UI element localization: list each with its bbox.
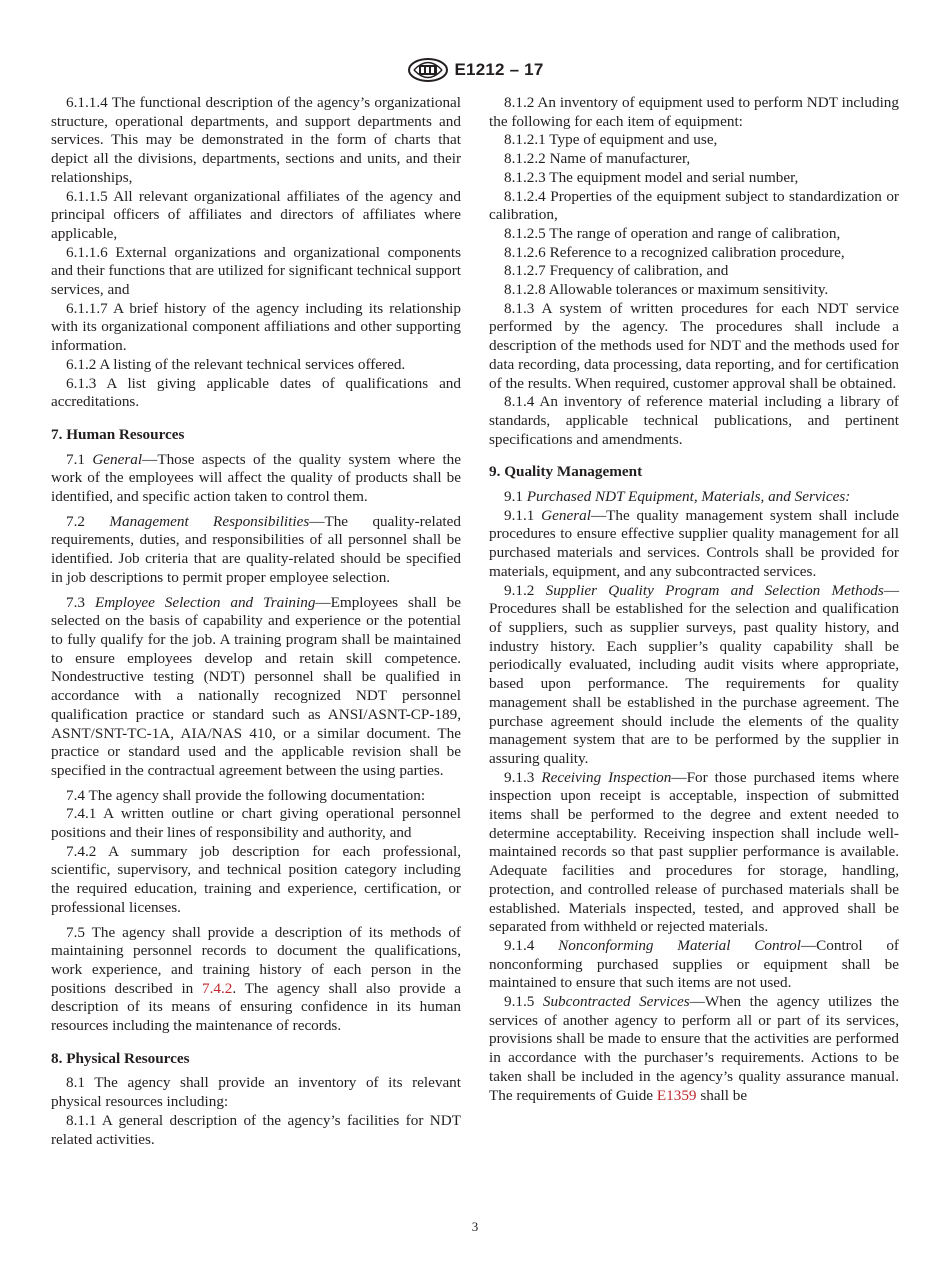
paragraph-8-1-2-2: 8.1.2.2 Name of manufacturer, (504, 150, 691, 168)
paragraph-8-1-4: 8.1.4 An inventory of reference material including a library of standards, applicable technical publications, and pertinent specifications and amendments. (489, 393, 899, 448)
paragraph-8-1-2-4: 8.1.2.4 Properties of the equipment subject to standardization or calibration, (489, 187, 899, 224)
left-column (51, 94, 461, 1149)
clause-number: 9.1.4 (504, 936, 535, 954)
clause-number: 9.1 (504, 488, 523, 506)
paragraph-6-1-2: 6.1.2 A listing of the relevant technical services offered. (66, 355, 406, 373)
clause-number: 7.3 (66, 593, 85, 611)
paragraph-7-1 (51, 451, 461, 507)
clause-number: 9.1.3 (504, 768, 535, 786)
right-column (489, 94, 899, 1105)
paragraph-8-1-2-1: 8.1.2.1 Type of equipment and use, (504, 131, 718, 149)
clause-number: 9.1.1 (504, 506, 535, 524)
paragraph-7-4-2: 7.4.2 A summary job description for each professional, scientific, supervisory, and technical position category including the required education, training and experience, certification, or professional licenses. (51, 842, 461, 916)
clause-text: shall be (696, 1086, 748, 1104)
paragraph-9-1-2 (489, 582, 899, 769)
paragraph-9-1-1 (489, 507, 899, 582)
standard-reference-link[interactable]: E1359 (656, 1086, 697, 1104)
clause-number: 9.1.2 (504, 581, 535, 599)
paragraph-6-1-1-5: 6.1.1.5 All relevant organizational affiliates of the agency and principal officers of affiliates and directors of affiliates where applicable, (51, 187, 461, 242)
clause-text: —For those purchased items where inspection upon receipt is acceptable, inspection of submitted items shall be performed to the degree and extent needed to determine acceptability. Receiving inspection shall include well-maintained records so that past supplier performance is available. Adequate facilities and procedures for storage, handling, protection, and controlled release of purchased materials shall be established. Materials inspected, tested, and approved shall be separated from withheld or rejected materials. (489, 768, 899, 936)
paragraph-9-1-3 (489, 769, 899, 937)
clause-text: —The quality-related requirements, duties, and responsibilities of all personnel shall be identified. Job criteria that are quality-related should be specified in job descriptions to permit proper employee selection. (51, 512, 461, 586)
paragraph-8-1-3: 8.1.3 A system of written procedures for each NDT service performed by the agency. The procedures shall include a description of the methods used for NDT and the methods used for data recording, data processing, data reporting, and for certification of the results. When required, customer approval shall be obtained. (489, 299, 899, 392)
clause-title: Receiving Inspection (541, 768, 672, 786)
paragraph-6-1-1-4: 6.1.1.4 The functional description of the agency’s organizational structure, operational departments, and support departments and services. This may be demonstrated in the form of charts that depict all the divisions, departments, sections and units, and their relationships, (51, 94, 461, 186)
paragraph-9-1-4 (489, 937, 899, 993)
clause-text: —Those aspects of the quality system where the work of the employees will affect the quality of products shall be identified, and specific action taken to control them. (51, 450, 462, 506)
paragraph-9-1-5 (489, 993, 899, 1105)
paragraph-7-3 (51, 594, 461, 781)
clause-text: —The quality management system shall include procedures to ensure effective supplier quality management for all purchased materials and services. Controls shall be provided for materials, equipment, and any subcontracted services. (489, 506, 899, 580)
paragraph-9-1 (489, 488, 899, 507)
section-heading-7: 7. Human Resources (51, 425, 185, 443)
clause-title: General (541, 506, 591, 524)
clause-text: —Procedures shall be established for the selection and qualification of suppliers, such as supplier surveys, past quality history, and industry history. Each supplier’s quality capability shall be periodically evaluated, including audit visits where appropriate, based upon performance. The requirements for quality management shall be established in the purchase agreement. The purchase agreement should include the elements of the quality management system that are to be performed by the supplier in assuring quality. (489, 581, 899, 767)
paragraph-8-1: 8.1 The agency shall provide an inventory of its relevant physical resources including: (51, 1074, 461, 1111)
clause-title: Purchased NDT Equipment, Materials, and Services: (526, 488, 851, 506)
paragraph-7-2 (51, 513, 461, 588)
page-header (0, 55, 950, 85)
clause-title: Management Responsibilities (109, 512, 310, 530)
paragraph-7-4-1: 7.4.1 A written outline or chart giving operational personnel positions and their lines of responsibility and authority, and (51, 805, 461, 842)
paragraph-7-5 (51, 924, 461, 1036)
paragraph-8-1-2-8: 8.1.2.8 Allowable tolerances or maximum sensitivity. (504, 281, 829, 299)
clause-title: Employee Selection and Training (94, 593, 316, 611)
paragraph-8-1-1: 8.1.1 A general description of the agency’s facilities for NDT related activities. (51, 1111, 461, 1148)
clause-title: Nonconforming Material Control (558, 936, 801, 954)
paragraph-8-1-2-6: 8.1.2.6 Reference to a recognized calibration procedure, (504, 243, 845, 261)
clause-title: Supplier Quality Program and Selection Methods (545, 581, 884, 599)
clause-text: —When the agency utilizes the services of another agency to perform all or part of its services, provisions shall be made to ensure that the activities are performed in accordance with the purchaser’s requirements. Actions to be taken shall be included in the agency’s quality assurance manual. The requirements of Guide (489, 993, 900, 1104)
clause-text: —Control of nonconforming purchased supplies or equipment shall be maintained to ensure that such items are not used. (489, 936, 899, 992)
clause-text: . The agency shall also provide a description of its means of ensuring confidence in its human resources including the maintenance of records. (51, 979, 462, 1035)
clause-text: 7.5 The agency shall provide a description of its methods of maintaining personnel records to document the qualifications, work experience, and training history of each person in the positions described in (51, 923, 461, 997)
cross-reference-link[interactable]: 7.4.2 (201, 979, 233, 997)
paragraph-8-1-2-7: 8.1.2.7 Frequency of calibration, and (504, 262, 729, 280)
clause-number: 9.1.5 (504, 993, 535, 1011)
document-designation: E1212 – 17 (454, 60, 544, 79)
paragraph-6-1-1-6: 6.1.1.6 External organizations and organizational components and their functions that are utilized for significant technical support services, and (51, 243, 461, 299)
paragraph-8-1-2-3: 8.1.2.3 The equipment model and serial number, (504, 168, 799, 186)
paragraph-7-4: 7.4 The agency shall provide the following documentation: (66, 786, 426, 804)
clause-number: 7.1 (66, 450, 85, 468)
paragraph-8-1-2: 8.1.2 An inventory of equipment used to perform NDT including the following for each item of equipment: (489, 94, 899, 130)
clause-title: General (92, 450, 143, 468)
clause-title: Subcontracted Services (542, 993, 690, 1011)
paragraph-8-1-2-5: 8.1.2.5 The range of operation and range of calibration, (504, 224, 841, 242)
clause-text: —Employees shall be selected on the basis of capability and experience or the potential to fully qualify for the job. A training program shall be maintained to ensure employees develop and retain skill competence. Nondestructive testing (NDT) personnel shall be qualified in accordance with a nationally recognized NDT personnel qualification practice or standard such as ANSI/ASNT-CP-189, ASNT/SNT-TC-1A, AIA/NAS 410, or a similar document. The practice or standard used and the applicable revision shall be specified in the contractual agreement between the using parties. (51, 593, 461, 779)
paragraph-6-1-3: 6.1.3 A list giving applicable dates of qualifications and accreditations. (51, 374, 461, 411)
section-heading-8: 8. Physical Resources (51, 1049, 190, 1067)
clause-number: 7.2 (66, 512, 85, 530)
section-heading-9: 9. Quality Management (489, 463, 643, 481)
paragraph-6-1-1-7: 6.1.1.7 A brief history of the agency including its relationship with its organizational component affiliations and other supporting information. (51, 299, 461, 355)
astm-logo-icon (407, 57, 449, 83)
page-number: 3 (471, 1219, 479, 1234)
